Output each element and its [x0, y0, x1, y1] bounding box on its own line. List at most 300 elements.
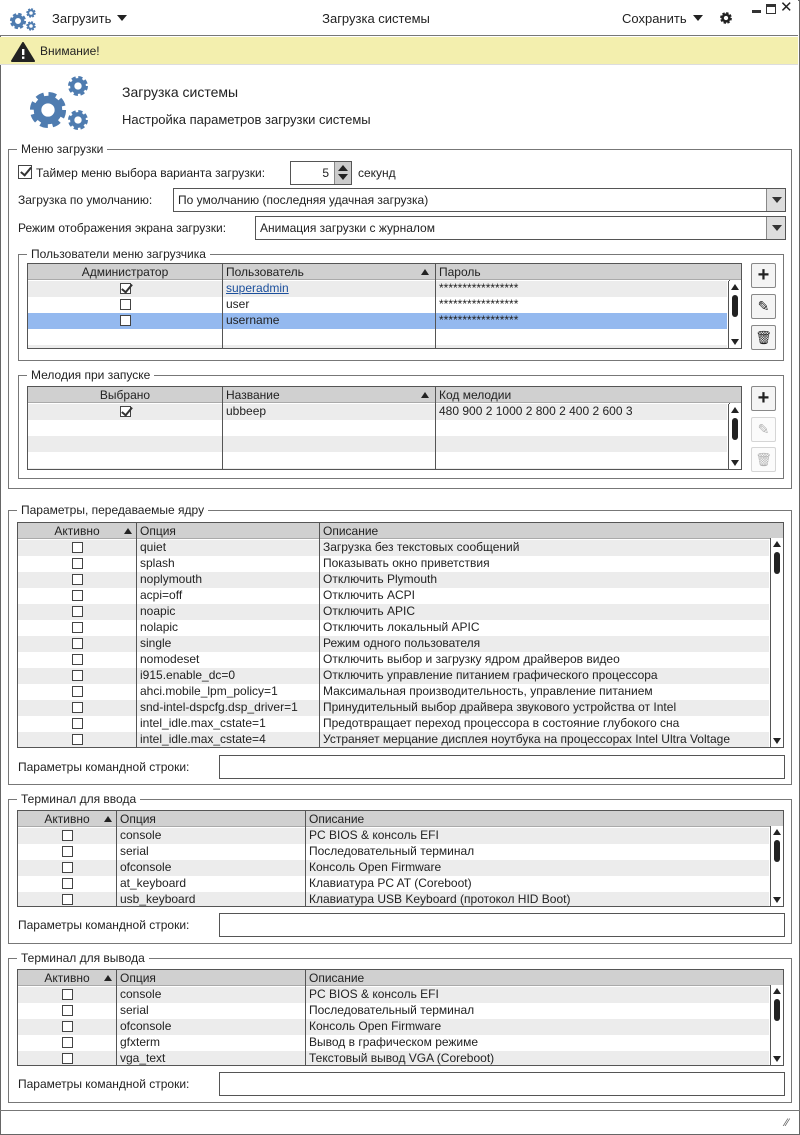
melody-legend: Мелодия при запуске — [27, 368, 154, 382]
chevron-down-icon — [766, 189, 785, 211]
cell-text: intel_idle.max_cstate=4 — [140, 732, 266, 746]
sort-asc-icon — [421, 392, 429, 398]
cell-text: acpi=off — [140, 588, 183, 602]
close-button[interactable]: ✕ — [780, 0, 793, 16]
checkbox-cell — [28, 297, 222, 313]
checkbox-cell — [18, 556, 136, 572]
chevron-down-icon — [693, 15, 703, 21]
cell-text: PC BIOS & консоль EFI — [309, 828, 439, 842]
table-cell — [319, 684, 769, 700]
checkbox-cell — [18, 1019, 116, 1035]
table-cell — [319, 700, 769, 716]
table-row[interactable] — [18, 892, 769, 907]
delete-melody-button[interactable] — [751, 447, 776, 472]
table-cell — [305, 1003, 769, 1019]
row-checkbox[interactable] — [72, 638, 83, 649]
settings-gear-icon[interactable] — [719, 11, 733, 25]
table-cell — [136, 572, 319, 588]
row-checkbox[interactable] — [72, 574, 83, 585]
table-cell — [136, 588, 319, 604]
cell-text: Отключить локальный APIC — [323, 620, 480, 634]
edit-melody-button[interactable] — [751, 417, 776, 442]
warning-bar — [0, 37, 798, 65]
row-checkbox[interactable] — [72, 622, 83, 633]
column-divider — [435, 403, 436, 469]
row-checkbox[interactable] — [62, 894, 73, 905]
cell-text: Отключить ACPI — [323, 588, 415, 602]
spinner-arrows[interactable] — [334, 162, 351, 184]
system-boot-gears-icon — [26, 72, 96, 138]
column-header[interactable]: Администратор — [81, 265, 169, 279]
table-row[interactable] — [18, 987, 769, 1003]
table-cell — [136, 668, 319, 684]
title-bar — [0, 0, 798, 36]
row-checkbox[interactable] — [72, 654, 83, 665]
scroll-down-icon[interactable] — [731, 339, 739, 345]
row-checkbox[interactable] — [72, 590, 83, 601]
cell-text: Режим одного пользователя — [323, 636, 481, 650]
cell-text: PC BIOS & консоль EFI — [309, 987, 439, 1001]
column-divider — [136, 539, 137, 747]
row-checkbox[interactable] — [72, 718, 83, 729]
table-row[interactable] — [18, 684, 769, 700]
table-row[interactable] — [18, 876, 769, 892]
minimize-button[interactable] — [752, 10, 761, 13]
save-menu[interactable] — [622, 11, 703, 26]
cell-text: Последовательный терминал — [309, 1003, 475, 1017]
column-divider — [305, 827, 306, 906]
column-divider — [305, 986, 306, 1065]
table-cell — [305, 1051, 769, 1066]
vertical-scrollbar[interactable] — [770, 826, 783, 906]
table-row[interactable] — [18, 828, 769, 844]
checkbox-cell — [28, 281, 222, 297]
table-cell — [435, 404, 729, 420]
table-cell — [435, 297, 729, 313]
row-checkbox[interactable] — [120, 315, 131, 326]
table-cell — [305, 860, 769, 876]
table-cell — [319, 636, 769, 652]
column-header[interactable]: Активно — [18, 523, 136, 539]
checkbox-cell — [18, 844, 116, 860]
table-cell — [136, 636, 319, 652]
checkbox-cell — [18, 892, 116, 907]
column-header[interactable]: Описание — [305, 811, 783, 827]
column-header[interactable]: Код мелодии — [435, 387, 729, 403]
terminal-input-legend: Терминал для ввода — [17, 792, 140, 806]
boot-menu-legend: Меню загрузки — [17, 142, 107, 156]
warning-text: Внимание! — [40, 44, 100, 58]
checkbox-cell — [18, 987, 116, 1003]
table-cell — [319, 668, 769, 684]
table-row[interactable] — [18, 700, 769, 716]
kernel-params-table — [17, 522, 784, 748]
table-cell — [319, 652, 769, 668]
table-cell — [116, 1019, 305, 1035]
table-row[interactable] — [18, 652, 769, 668]
cell-text: username — [226, 313, 280, 327]
checkbox-cell — [18, 1003, 116, 1019]
table-cell — [305, 828, 769, 844]
pencil-icon: ✎ — [757, 421, 770, 437]
scroll-thumb[interactable] — [774, 999, 780, 1021]
table-row[interactable] — [18, 716, 769, 732]
table-cell — [305, 892, 769, 907]
scroll-down-icon[interactable] — [773, 897, 781, 903]
timer-spinner[interactable] — [290, 161, 352, 185]
cell-text: Отключить выбор и загрузку ядром драйверов видео — [323, 652, 620, 666]
display-mode-value: Анимация загрузки с журналом — [260, 221, 435, 235]
table-cell — [136, 556, 319, 572]
page-subtitle: Настройка параметров загрузки системы — [122, 112, 371, 127]
vertical-scrollbar[interactable] — [770, 985, 783, 1065]
cell-text: Отключить управление питанием графического процессора — [323, 668, 658, 682]
row-checkbox[interactable] — [62, 1037, 73, 1048]
table-cell — [222, 297, 435, 313]
scroll-thumb[interactable] — [732, 418, 738, 440]
table-row[interactable] — [28, 297, 727, 313]
kernel-cmdline-input[interactable] — [219, 755, 785, 779]
table-cell — [136, 700, 319, 716]
scroll-thumb[interactable] — [732, 295, 738, 317]
row-checkbox[interactable] — [62, 862, 73, 873]
cell-text: 480 900 2 1000 2 800 2 400 2 600 3 — [439, 404, 633, 418]
table-row — [28, 329, 727, 345]
scroll-up-icon[interactable] — [731, 284, 739, 290]
table-row[interactable] — [18, 732, 769, 748]
row-checkbox[interactable] — [62, 1005, 73, 1016]
cell-text: Показывать окно приветствия — [323, 556, 490, 570]
row-checkbox[interactable] — [120, 299, 131, 310]
row-checkbox[interactable] — [62, 830, 73, 841]
checkbox-cell — [18, 1051, 116, 1066]
checkbox-cell — [18, 572, 136, 588]
row-checkbox[interactable] — [62, 1053, 73, 1064]
cell-text: console — [120, 828, 162, 842]
checkbox-cell — [18, 604, 136, 620]
default-boot-value: По умолчанию (последняя удачная загрузка) — [178, 193, 429, 207]
column-divider — [319, 539, 320, 747]
column-header[interactable]: Описание — [319, 523, 783, 539]
row-checkbox[interactable] — [62, 989, 73, 1000]
cell-text: ***************** — [439, 297, 519, 311]
cell-text: Последовательный терминал — [309, 844, 475, 858]
load-menu-label: Загрузить — [52, 11, 112, 26]
row-checkbox[interactable] — [72, 606, 83, 617]
checkbox-cell — [18, 668, 136, 684]
table-cell — [136, 732, 319, 748]
row-checkbox[interactable] — [72, 542, 83, 553]
sort-asc-icon — [124, 528, 132, 534]
cell-text: noplymouth — [140, 572, 203, 586]
table-cell — [116, 876, 305, 892]
table-row[interactable] — [18, 1035, 769, 1051]
cell-text: nolapic — [140, 620, 179, 634]
table-cell — [136, 684, 319, 700]
table-row[interactable] — [18, 620, 769, 636]
sort-asc-icon — [104, 816, 112, 822]
status-bar — [0, 1110, 800, 1111]
default-boot-select[interactable] — [173, 188, 786, 212]
delete-user-button[interactable] — [751, 325, 776, 350]
timer-value: 5 — [322, 166, 329, 180]
column-header[interactable]: Активно — [18, 811, 116, 827]
cell-text: ubbeep — [226, 404, 267, 418]
terminal-output-cmdline-label: Параметры командной строки: — [18, 1077, 190, 1091]
cell-text: Текстовый вывод VGA (Coreboot) — [309, 1051, 495, 1065]
table-row — [28, 420, 727, 436]
timer-unit: секунд — [358, 166, 396, 180]
table-header — [18, 811, 783, 827]
cell-text: Максимальная производительность, управление питанием — [323, 684, 653, 698]
table-row[interactable] — [18, 1051, 769, 1066]
table-header — [28, 264, 741, 280]
cell-text: Клавиатура PC AT (Coreboot) — [309, 876, 472, 890]
table-cell — [116, 987, 305, 1003]
row-checkbox[interactable] — [120, 406, 131, 417]
table-cell — [116, 844, 305, 860]
table-row[interactable] — [28, 281, 727, 297]
checkbox-cell — [18, 652, 136, 668]
table-cell — [136, 620, 319, 636]
table-cell — [116, 860, 305, 876]
table-cell — [305, 876, 769, 892]
users-table — [27, 263, 742, 349]
table-cell — [319, 716, 769, 732]
kernel-legend: Параметры, передаваемые ядру — [17, 503, 208, 517]
spinner-down-icon[interactable] — [338, 174, 348, 180]
chevron-down-icon — [766, 217, 785, 239]
cell-text: Консоль Open Firmware — [309, 860, 442, 874]
table-cell — [305, 1035, 769, 1051]
table-row[interactable] — [28, 404, 727, 420]
cell-text: console — [120, 987, 162, 1001]
column-header[interactable]: Активно — [18, 970, 116, 986]
row-checkbox[interactable] — [72, 702, 83, 713]
table-header — [18, 523, 783, 539]
vertical-scrollbar[interactable] — [728, 281, 741, 348]
column-header[interactable]: Название — [222, 387, 435, 403]
terminal-output-legend: Терминал для вывода — [17, 951, 149, 965]
cell-text: ofconsole — [120, 860, 172, 874]
timer-checkbox[interactable] — [18, 165, 32, 179]
column-divider — [116, 827, 117, 906]
table-cell — [305, 987, 769, 1003]
column-header[interactable]: Пароль — [435, 264, 729, 280]
table-row[interactable] — [18, 1019, 769, 1035]
cell-text: Устраняет мерцание дисплея ноутбука на процессорах Intel Ultra Voltage — [323, 732, 730, 746]
scroll-up-icon[interactable] — [773, 988, 781, 994]
vertical-scrollbar[interactable] — [770, 538, 783, 747]
row-checkbox[interactable] — [72, 734, 83, 745]
column-header[interactable]: Описание — [305, 970, 783, 986]
resize-grip-icon[interactable]: ⁄⁄ — [785, 1117, 789, 1129]
scroll-up-icon[interactable] — [731, 407, 739, 413]
table-cell — [116, 1051, 305, 1066]
table-cell — [116, 1035, 305, 1051]
column-divider — [116, 986, 117, 1065]
checkbox-cell — [18, 860, 116, 876]
save-menu-label: Сохранить — [622, 11, 687, 26]
table-cell — [116, 892, 305, 907]
table-row[interactable] — [18, 556, 769, 572]
row-checkbox[interactable] — [62, 1021, 73, 1032]
table-cell — [116, 828, 305, 844]
timer-label: Таймер меню выбора варианта загрузки: — [36, 166, 266, 180]
checkbox-cell — [18, 716, 136, 732]
table-row — [28, 468, 727, 470]
cell-text: snd-intel-dspcfg.dsp_driver=1 — [140, 700, 298, 714]
plus-icon: + — [757, 387, 770, 409]
window-title: Загрузка системы — [322, 11, 430, 26]
edit-user-button[interactable] — [751, 294, 776, 319]
page-title: Загрузка системы — [122, 84, 239, 100]
cell-text: ofconsole — [120, 1019, 172, 1033]
kernel-cmdline-label: Параметры командной строки: — [18, 760, 190, 774]
scroll-down-icon[interactable] — [773, 1056, 781, 1062]
cell-text: usb_keyboard — [120, 892, 196, 906]
table-row — [28, 436, 727, 452]
checkbox-cell — [18, 620, 136, 636]
table-cell — [319, 556, 769, 572]
table-cell — [136, 540, 319, 556]
cell-text: Консоль Open Firmware — [309, 1019, 442, 1033]
table-cell — [305, 844, 769, 860]
column-header[interactable]: Пользователь — [222, 264, 435, 280]
cell-text: ahci.mobile_lpm_policy=1 — [140, 684, 278, 698]
cell-text: serial — [120, 844, 149, 858]
trash-icon: 🗑 — [755, 451, 772, 467]
row-checkbox[interactable] — [62, 878, 73, 889]
column-divider — [222, 280, 223, 348]
table-cell — [319, 604, 769, 620]
cell-text: serial — [120, 1003, 149, 1017]
table-cell — [435, 281, 729, 297]
table-cell — [116, 1003, 305, 1019]
terminal-input-cmdline-label: Параметры командной строки: — [18, 918, 190, 932]
column-header[interactable]: Опция — [116, 811, 305, 827]
table-cell — [136, 716, 319, 732]
table-cell — [222, 313, 435, 329]
sort-asc-icon — [421, 269, 429, 275]
checkbox-cell — [18, 828, 116, 844]
cell-text: splash — [140, 556, 175, 570]
sort-asc-icon — [104, 975, 112, 981]
row-checkbox[interactable] — [72, 558, 83, 569]
default-boot-label: Загрузка по умолчанию: — [18, 193, 153, 207]
checkbox-cell — [28, 313, 222, 329]
cell-text: Клавиатура USB Keyboard (протокол HID Boot) — [309, 892, 571, 906]
add-user-button[interactable] — [751, 263, 776, 288]
column-header[interactable]: Опция — [136, 523, 319, 539]
cell-text: quiet — [140, 540, 167, 554]
cell-text: Предотвращает переход процессора в состояние глубокого сна — [323, 716, 680, 730]
cell-text: vga_text — [120, 1051, 166, 1065]
table-cell — [435, 313, 729, 329]
cell-text: Загрузка без текстовых сообщений — [323, 540, 520, 554]
table-header — [28, 387, 741, 403]
user-link[interactable]: superadmin — [226, 281, 289, 295]
table-cell — [319, 620, 769, 636]
checkbox-cell — [18, 684, 136, 700]
cell-text: Вывод в графическом режиме — [309, 1035, 479, 1049]
column-divider — [435, 280, 436, 348]
scroll-thumb[interactable] — [774, 840, 780, 862]
cell-text: intel_idle.max_cstate=1 — [140, 716, 266, 730]
table-row — [28, 452, 727, 468]
checkbox-cell — [18, 732, 136, 748]
spinner-up-icon[interactable] — [338, 165, 348, 171]
table-header — [18, 970, 783, 986]
melody-table — [27, 386, 742, 470]
scroll-up-icon[interactable] — [773, 829, 781, 835]
row-checkbox[interactable] — [120, 283, 131, 294]
table-cell — [305, 1019, 769, 1035]
row-checkbox[interactable] — [72, 670, 83, 681]
table-cell — [319, 588, 769, 604]
table-cell — [222, 281, 435, 297]
table-row — [28, 345, 727, 349]
cell-text: Отключить APIC — [323, 604, 415, 618]
checkbox-cell — [28, 404, 222, 420]
terminal-input-cmdline-input[interactable] — [219, 913, 785, 937]
pencil-icon: ✎ — [757, 298, 770, 314]
row-checkbox[interactable] — [72, 686, 83, 697]
checkbox-cell — [18, 876, 116, 892]
table-row[interactable] — [18, 540, 769, 556]
column-header[interactable]: Опция — [116, 970, 305, 986]
terminal-output-cmdline-input[interactable] — [219, 1072, 785, 1096]
column-header[interactable]: Выбрано — [99, 388, 151, 402]
checkbox-cell — [18, 1035, 116, 1051]
scroll-thumb[interactable] — [774, 552, 780, 574]
vertical-scrollbar[interactable] — [728, 404, 741, 469]
checkbox-cell — [18, 540, 136, 556]
table-row[interactable] — [18, 572, 769, 588]
scroll-down-icon[interactable] — [773, 738, 781, 744]
table-row[interactable] — [18, 588, 769, 604]
table-row[interactable] — [18, 1003, 769, 1019]
table-row[interactable] — [28, 313, 727, 329]
checkbox-cell — [18, 636, 136, 652]
cell-text: gfxterm — [120, 1035, 161, 1049]
maximize-button[interactable] — [766, 4, 776, 14]
table-cell — [136, 652, 319, 668]
table-cell — [222, 404, 435, 420]
table-row[interactable] — [18, 604, 769, 620]
table-cell — [319, 732, 769, 748]
table-row[interactable] — [18, 860, 769, 876]
scroll-down-icon[interactable] — [731, 460, 739, 466]
checkbox-cell — [18, 588, 136, 604]
table-row[interactable] — [18, 668, 769, 684]
plus-icon: + — [757, 264, 770, 286]
add-melody-button[interactable] — [751, 386, 776, 411]
cell-text: single — [140, 636, 172, 650]
trash-icon: 🗑 — [755, 329, 772, 345]
scroll-up-icon[interactable] — [773, 541, 781, 547]
checkbox-cell — [18, 700, 136, 716]
table-row[interactable] — [18, 636, 769, 652]
cell-text: at_keyboard — [120, 876, 187, 890]
display-mode-select[interactable] — [255, 216, 786, 240]
cell-text: ***************** — [439, 281, 519, 295]
row-checkbox[interactable] — [62, 846, 73, 857]
table-row[interactable] — [18, 844, 769, 860]
cell-text: Отключить Plymouth — [323, 572, 438, 586]
warning-icon — [11, 42, 35, 62]
cell-text: i915.enable_dc=0 — [140, 668, 236, 682]
